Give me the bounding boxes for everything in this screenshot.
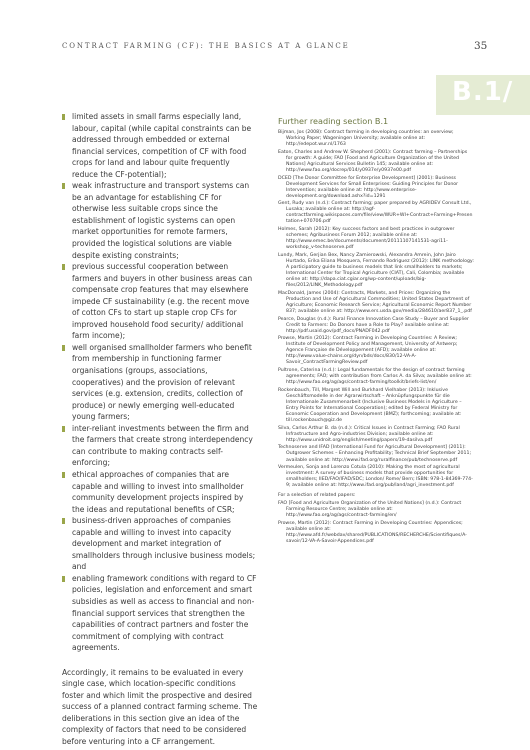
left-column <box>62 111 258 748</box>
bullet-text: previous successful cooperation between farmers and buyers in other business areas can compensate crop features that may elsewhere impede CF sustainability (e.g. the recent move of cotton CFs to start up staple crop CFs for improved household food security/ additional farm income); <box>72 262 253 341</box>
bullet-text: weak infrastructure and transport systems can be an advantage for establishing CF for otherwise less suitable crops since the establishment of logistic systems can open market opportunities for remote farmers, provided the logistical solutions are viable despite existing constraints; <box>72 181 250 260</box>
bullet-marker <box>62 114 65 120</box>
bullet-item <box>62 573 258 654</box>
reference-entry: Pearce, Douglas (n.d.): Rural Finance Innovation Case Study – Buyer and Supplier Credit to Farmers: Do Donors have a Role to Play? available online at: http://pdf.usaid.gov/pdf_docs/PNADF042.pdf <box>278 316 469 334</box>
bullet-marker <box>62 518 65 524</box>
right-column <box>278 116 474 547</box>
related-papers-note: For a selection of related papers: <box>278 493 356 499</box>
reference-entry: Vermeulen, Sonja and Lorenzo Cotula (2010): Making the most of agricultural investment: A survey of business models that provide opportunities for smallholders; IIED/FAO/IFAD/SDC; London/ Rome/ Bern; ISBN: 978-1-84369-774-9; available online at: http://www.ifad.org/pub/land/agri_investment.pdf <box>278 465 473 489</box>
bullet-marker <box>62 576 65 582</box>
reference-entry: Silva, Carlos Arthur B. da (n.d.): Critical Issues in Contract Farming; FAO Rural Infrastructure and Agro-industries Division; available online at: http://www.unidroit.org/english/meeting/papers/19-dasilva.pdf <box>278 425 460 443</box>
bullet-item <box>62 111 258 180</box>
reference-entry: MacDonald, James (2004): Contracts, Markets, and Prices: Organizing the Production and Use of Agricultural Commodities; United States Department of Agriculture; Economic Research Service; Agricultural Economic Report Number 837; available online at: http://www.ers.usda.gov/media/284610/aer837_1_.pdf <box>278 290 472 314</box>
page-number: 35 <box>474 40 488 52</box>
bullet-text: inter-reliant investments between the firm and the farmers that create strong interdependency can contribute to making contracts self-enforcing; <box>72 423 253 468</box>
bullet-item <box>62 423 258 469</box>
bullet-marker <box>62 264 65 270</box>
reference-entry: Bijman, Jos (2008): Contract farming in developing countries: an overview; Working Paper; Wageningen University; available online at: http://edepot.wur.nl/1763 <box>278 130 454 148</box>
bullet-marker <box>62 345 65 351</box>
reference-entry: Prowse, Martin (2012): Contract Farming in Developing Countries: A Review; Institute of Development Policy and Management, University of Antwerp; Agence Française de Développement (AFD); available online at: http://www.value-chains.org/dyn/bds/docs/830/12-VA-A-Savoir_ContractFarmingReview.pdf <box>278 336 458 366</box>
bullet-item <box>62 261 258 342</box>
reference-list <box>278 130 474 489</box>
reference-entry: FAO [Food and Agriculture Organization of the United Nations] (n.d.): Contract Farming Resource Centre; available online at: http://www.fao.org/ag/ags/contract-farming/en/ <box>278 500 462 519</box>
reference-entry: Prowse, Martin (2012): Contract Farming in Developing Countries: Appendices; available online at: http://www.afd.fr/webdav/shared/PUBLICATIONS/RECHERCHE/Scientifiques/A-savoir/12-VA-A-Savoir-Appendices.pdf <box>278 520 467 544</box>
reference-entry: Gent, Rudy van (n.d.): Contract farming; paper prepared by AGRIDEV Consult Ltd., Lusaka; available online at: http://agf-contractfarming.wikispaces.com/file/view/WUR+WI+Contract+Farming+Presentation+070706.pdf <box>278 201 473 225</box>
bullet-marker <box>62 472 65 478</box>
section-tab-label: B.1/ <box>452 77 514 107</box>
bullet-text: business-driven approaches of companies capable and willing to invest into capacity development and market integration of smallholders through inclusive business models; and <box>72 516 256 572</box>
reference-entry: Pultrone, Caterina (n.d.): Legal fundamentals for the design of contract farming agreements; FAO; with contribution from Carlos A. da Silva; available online at: http://www.fao.org/ag/ags/contract-farming/toolkit/briefs-list/en/ <box>278 368 472 386</box>
bullet-item <box>62 515 258 573</box>
bullet-item <box>62 180 258 261</box>
bullet-marker <box>62 426 65 432</box>
reference-entry: Rockenbauch, Till, Margret Will and Burkhard Vielhaber (2013): Inklusive Geschäftsmodelle in der Agrarwirtschaft – Anknüpfungspunkte für die Internationale Zusammenarbeit (Inclusive Business Models in Agriculture – Entry Points for International Cooperation); edited by Federal Ministry for Economic Cooperation and Development (BMZ); forthcoming; available at: till.rockenbauch@giz.de <box>278 387 462 424</box>
reference-entry: DCED [The Donor Committee for Enterprise Development] (2001): Business Development Services for Small Enterprises: Guiding Principles for Donor Intervention; available online at: http://www.enterprise-development.org/download.ashx?id=1291 <box>278 175 459 199</box>
reference-entry: Eaton, Charles and Andrew W. Shepherd (2001): Contract farming – Partnerships for growth: A guide; FAO [Food and Agriculture Organization of the United Nations] Agricultural Services Bulletin 145; available online at: http://www.fao.org/docrep/014/y0937e/y0937e00.pdf <box>278 149 468 173</box>
closing-paragraph: Accordingly, it remains to be evaluated in every single case, which location-specific conditions foster and which limit the prospective and desired success of a planned contract farming scheme. The deliberations in this section give an idea of the complexity of factors that need to be considered before venturing into a CF arrangement. <box>62 667 258 746</box>
bullet-text: ethical approaches of companies that are capable and willing to invest into smallholder community development projects inspired by the ideas and reputational benefits of CSR; <box>72 469 244 514</box>
bullet-text: well organised smallholder farmers who benefit from membership in functioning farmer organisations (groups, associations, cooperatives) and the provision of relevant services (e.g. extension, credits, collection of produce) or newly emerging well-educated young farmers; <box>72 342 252 422</box>
reference-entry: Technoserve and IFAD [International Fund for Agricultural Development] (2011): Outgrower Schemes – Enhancing Profitability; Technical Brief September 2011; available online at: http://www.ifad.org/ruralfinance/pub/technoserve.pdf <box>278 445 472 463</box>
bullet-item <box>62 342 258 423</box>
running-header-title: CONTRACT FARMING (CF): THE BASICS AT A GLANCE <box>62 42 350 50</box>
bullet-text: enabling framework conditions with regard to CF policies, legislation and enforcement and smart subsidies as well as access to financial and non-financial support services that strengthen the capabilities of contract partners and foster the commitment of complying with contract agreements. <box>72 573 257 653</box>
bullet-marker <box>62 183 65 189</box>
related-papers-list <box>278 501 474 545</box>
bullet-list <box>62 111 258 654</box>
reference-entry: Holmes, Sarah (2012): Key success factors and best practices in outgrower schemes; Agribusiness Forum 2012; available online at: http://www.emec.be/documents/document/20111107141531-agri11-workshop_v-technoserve.pdf <box>278 227 455 251</box>
reference-entry: Lundy, Mark, Gerjian Bex, Nancy Zamierowski, Alexandra Amrein, John Jairo Hurtado, Erika Eliana Mosquera, Fernando Rodriguez (2012): LINK methodology: A participatory guide to business models that link smallholders to markets; International Center for Tropical Agriculture (CIAT), Cali, Colombia; available online at: http://dapa.ciat.cgiar.org/wp-content/uploads/big-files/2012/LINK_Methodology.pdf <box>278 252 474 289</box>
bullet-item <box>62 469 258 515</box>
bullet-text: limited assets in small farms especially land, labour, capital (while capital constraints can be addressed through embedded or external financial services, competition of CF with food crops for land and labour quite frequently reduce the CF-potential); <box>72 112 252 179</box>
further-reading-heading: Further reading section B.1 <box>278 116 389 126</box>
